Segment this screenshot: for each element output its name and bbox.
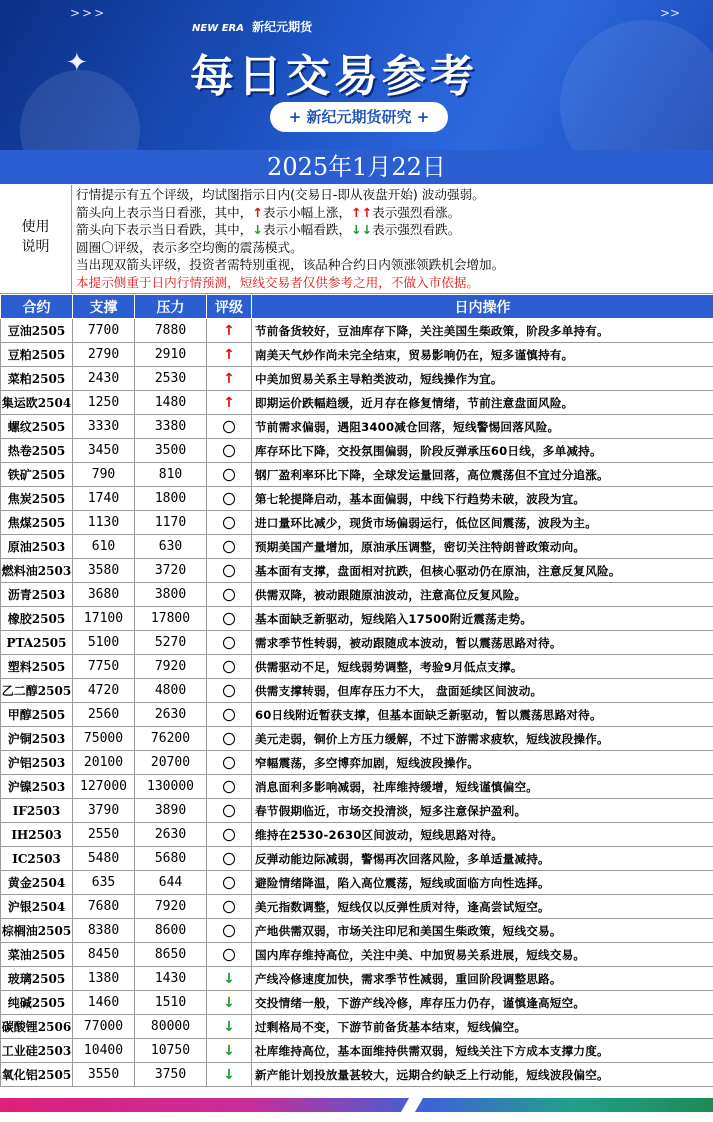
resistance-cell: 7920 [135, 655, 207, 679]
operation-cell: 进口量环比减少，现货市场偏弱运行，低位区间震荡，波段为主。 [252, 511, 713, 535]
rating-cell [207, 751, 252, 775]
rating-cell [207, 871, 252, 895]
support-cell: 7700 [73, 319, 135, 343]
circle-icon: 〇 [222, 661, 236, 676]
circle-icon: 〇 [222, 637, 236, 652]
circle-icon: 〇 [222, 445, 236, 460]
operation-cell: 中美加贸易关系主导粕类波动，短线操作为宜。 [252, 367, 713, 391]
usage-line-4: 圆圈〇评级，表示多空均衡的震荡模式。 [76, 239, 303, 255]
header-banner [0, 0, 713, 150]
rating-cell [207, 631, 252, 655]
usage-line-5: 当出现双箭头评级，投资者需特别重视，该品种合约日内领涨领跌机会增加。 [76, 257, 505, 273]
table-row [1, 943, 713, 967]
contract-cell: IF2503 [1, 799, 73, 823]
support-cell: 610 [73, 535, 135, 559]
logo [192, 18, 312, 35]
support-cell: 2550 [73, 823, 135, 847]
operation-cell: 过剩格局不变，下游节前备货基本结束，短线偏空。 [252, 1015, 713, 1039]
rating-cell [207, 415, 252, 439]
operation-cell: 维持在2530-2630区间波动，短线思路对待。 [252, 823, 713, 847]
resistance-cell: 3720 [135, 559, 207, 583]
circle-icon: 〇 [222, 901, 236, 916]
circle-icon: 〇 [222, 853, 236, 868]
subtitle-badge: + 新纪元期货研究 + [270, 102, 448, 132]
table-row [1, 607, 713, 631]
decor-arrows-icon: >>> [70, 6, 107, 20]
resistance-cell: 130000 [135, 775, 207, 799]
rating-cell [207, 391, 252, 415]
contract-cell: 热卷2505 [1, 439, 73, 463]
resistance-cell: 3890 [135, 799, 207, 823]
resistance-cell: 2630 [135, 823, 207, 847]
resistance-cell: 810 [135, 463, 207, 487]
operation-cell: 钢厂盈利率环比下降，全球发运量回落，高位震荡但不宜过分追涨。 [252, 463, 713, 487]
contract-cell: 菜油2505 [1, 943, 73, 967]
resistance-cell: 8600 [135, 919, 207, 943]
table-row [1, 823, 713, 847]
resistance-cell: 7920 [135, 895, 207, 919]
circle-icon: 〇 [222, 925, 236, 940]
rating-cell [207, 535, 252, 559]
decor-circle [20, 70, 140, 150]
support-cell: 4720 [73, 679, 135, 703]
col-header-contract: 合约 [1, 295, 73, 319]
rating-cell [207, 583, 252, 607]
contract-cell: 豆油2505 [1, 319, 73, 343]
circle-icon: 〇 [222, 517, 236, 532]
support-cell: 2430 [73, 367, 135, 391]
rating-cell [207, 463, 252, 487]
table-row [1, 1063, 713, 1087]
table-row [1, 1039, 713, 1063]
circle-icon: 〇 [222, 949, 236, 964]
contract-cell: 沪铝2503 [1, 751, 73, 775]
table-header-row [1, 295, 713, 319]
col-header-support: 支撑 [73, 295, 135, 319]
circle-icon: 〇 [222, 613, 236, 628]
logo-mark: NEW ERA [192, 23, 244, 34]
support-cell: 8380 [73, 919, 135, 943]
contract-cell: 菜粕2505 [1, 367, 73, 391]
resistance-cell: 1430 [135, 967, 207, 991]
contract-cell: 沪银2504 [1, 895, 73, 919]
rating-cell [207, 511, 252, 535]
table-row [1, 319, 713, 343]
rating-cell [207, 799, 252, 823]
down-arrow-icon: ↓ [223, 1018, 235, 1035]
support-cell: 3330 [73, 415, 135, 439]
operation-cell: 国内库存维持高位，关注中美、中加贸易关系进展，短线交易。 [252, 943, 713, 967]
resistance-cell: 80000 [135, 1015, 207, 1039]
contract-cell: 铁矿2505 [1, 463, 73, 487]
operation-cell: 南美天气炒作尚未完全结束，贸易影响仍在，短多谨慎持有。 [252, 343, 713, 367]
contract-cell: 沪铜2503 [1, 727, 73, 751]
operation-cell: 产地供需双弱，市场关注印尼和美国生柴政策，短线交易。 [252, 919, 713, 943]
resistance-cell: 630 [135, 535, 207, 559]
table-row [1, 991, 713, 1015]
contract-cell: 甲醇2505 [1, 703, 73, 727]
support-cell: 17100 [73, 607, 135, 631]
table-row [1, 751, 713, 775]
operation-cell: 60日线附近暂获支撑，但基本面缺乏新驱动，暂以震荡思路对待。 [252, 703, 713, 727]
resistance-cell: 5680 [135, 847, 207, 871]
contract-cell: 碳酸锂2506 [1, 1015, 73, 1039]
rating-cell [207, 943, 252, 967]
support-cell: 1130 [73, 511, 135, 535]
circle-icon: 〇 [222, 829, 236, 844]
operation-cell: 预期美国产量增加，原油承压调整，密切关注特朗普政策动向。 [252, 535, 713, 559]
rating-cell [207, 895, 252, 919]
rating-cell [207, 919, 252, 943]
operation-cell: 反弹动能边际减弱，警惕再次回落风险，多单适量减持。 [252, 847, 713, 871]
resistance-cell: 5270 [135, 631, 207, 655]
table-row [1, 631, 713, 655]
contract-cell: 豆粕2505 [1, 343, 73, 367]
table-row [1, 727, 713, 751]
up-arrow-icon: ↑ [252, 204, 263, 220]
down-arrow-icon: ↓ [252, 222, 263, 238]
resistance-cell: 20700 [135, 751, 207, 775]
support-cell: 2790 [73, 343, 135, 367]
operation-cell: 需求季节性转弱，被动跟随成本波动，暂以震荡思路对待。 [252, 631, 713, 655]
operation-cell: 基本面有支撑，盘面相对抗跌，但核心驱动仍在原油，注意反复风险。 [252, 559, 713, 583]
support-cell: 3680 [73, 583, 135, 607]
table-row [1, 391, 713, 415]
usage-label: 使用说明 [0, 185, 72, 293]
support-cell: 1460 [73, 991, 135, 1015]
circle-icon: 〇 [222, 541, 236, 556]
resistance-cell: 76200 [135, 727, 207, 751]
operation-cell: 消息面利多影响减弱，社库维持缓增，短线谨慎偏空。 [252, 775, 713, 799]
operation-cell: 库存环比下降，交投氛围偏弱，阶段反弹承压60日线，多单减持。 [252, 439, 713, 463]
resistance-cell: 7880 [135, 319, 207, 343]
circle-icon: 〇 [222, 685, 236, 700]
support-cell: 3790 [73, 799, 135, 823]
operation-cell: 节前备货较好，豆油库存下降，关注美国生柴政策，阶段多单持有。 [252, 319, 713, 343]
trading-table [0, 294, 713, 1087]
table-row [1, 679, 713, 703]
circle-icon: 〇 [222, 469, 236, 484]
circle-icon: 〇 [222, 733, 236, 748]
table-row [1, 439, 713, 463]
support-cell: 3450 [73, 439, 135, 463]
resistance-cell: 2910 [135, 343, 207, 367]
table-row [1, 799, 713, 823]
circle-icon: 〇 [222, 493, 236, 508]
down-arrow-icon: ↓ [223, 970, 235, 987]
up-arrow-icon: ↑ [223, 394, 235, 411]
table-row [1, 1015, 713, 1039]
contract-cell: 沥青2503 [1, 583, 73, 607]
table-row [1, 775, 713, 799]
support-cell: 20100 [73, 751, 135, 775]
double-up-arrow-icon: ↑↑ [351, 204, 373, 220]
table-row [1, 583, 713, 607]
table-row [1, 919, 713, 943]
decor-circle [560, 20, 713, 150]
table-row [1, 871, 713, 895]
support-cell: 10400 [73, 1039, 135, 1063]
contract-cell: 棕榈油2505 [1, 919, 73, 943]
operation-cell: 供需驱动不足，短线弱势调整，考验9月低点支撑。 [252, 655, 713, 679]
operation-cell: 产线冷修速度加快，需求季节性减弱，重回阶段调整思路。 [252, 967, 713, 991]
rating-cell [207, 991, 252, 1015]
table-row [1, 343, 713, 367]
contract-cell: 焦煤2505 [1, 511, 73, 535]
resistance-cell: 3750 [135, 1063, 207, 1087]
resistance-cell: 644 [135, 871, 207, 895]
usage-line-2: 箭头向上表示当日看涨，其中，↑表示小幅上涨，↑↑表示强烈看涨。 [76, 204, 461, 220]
table-row [1, 367, 713, 391]
contract-cell: 集运欧2504 [1, 391, 73, 415]
operation-cell: 社库维持高位，基本面维持供需双弱，短线关注下方成本支撑力度。 [252, 1039, 713, 1063]
resistance-cell: 17800 [135, 607, 207, 631]
support-cell: 3580 [73, 559, 135, 583]
resistance-cell: 1510 [135, 991, 207, 1015]
contract-cell: 塑料2505 [1, 655, 73, 679]
support-cell: 127000 [73, 775, 135, 799]
rating-cell [207, 1039, 252, 1063]
circle-icon: 〇 [222, 877, 236, 892]
resistance-cell: 3500 [135, 439, 207, 463]
operation-cell: 即期运价跌幅趋缓，近月存在修复情绪，节前注意盘面风险。 [252, 391, 713, 415]
rating-cell [207, 487, 252, 511]
resistance-cell: 2630 [135, 703, 207, 727]
table-row [1, 703, 713, 727]
table-row [1, 895, 713, 919]
down-arrow-icon: ↓ [223, 1066, 235, 1083]
operation-cell: 基本面缺乏新驱动，短线陷入17500附近震荡走势。 [252, 607, 713, 631]
contract-cell: 工业硅2503 [1, 1039, 73, 1063]
contract-cell: 氧化铝2505 [1, 1063, 73, 1087]
operation-cell: 供需双降，被动跟随原油波动，注意高位反复风险。 [252, 583, 713, 607]
page-title: 每日交易参考 [190, 51, 478, 102]
support-cell: 1380 [73, 967, 135, 991]
usage-line-3: 箭头向下表示当日看跌，其中，↓表示小幅看跌，↓↓表示强烈看跌。 [76, 222, 461, 238]
support-cell: 790 [73, 463, 135, 487]
circle-icon: 〇 [222, 781, 236, 796]
rating-cell [207, 679, 252, 703]
rating-cell [207, 655, 252, 679]
contract-cell: IC2503 [1, 847, 73, 871]
col-header-operation: 日内操作 [252, 295, 713, 319]
contract-cell: 原油2503 [1, 535, 73, 559]
rating-cell [207, 1015, 252, 1039]
support-cell: 2560 [73, 703, 135, 727]
rating-cell [207, 967, 252, 991]
operation-cell: 节前需求偏弱，遇阻3400减仓回落，短线警惕回落风险。 [252, 415, 713, 439]
support-cell: 7750 [73, 655, 135, 679]
support-cell: 5480 [73, 847, 135, 871]
rating-cell [207, 727, 252, 751]
operation-cell: 新产能计划投放量甚较大，远期合约缺乏上行动能，短线波段偏空。 [252, 1063, 713, 1087]
table-row [1, 511, 713, 535]
circle-icon: 〇 [222, 589, 236, 604]
rating-cell [207, 343, 252, 367]
support-cell: 75000 [73, 727, 135, 751]
operation-cell: 交投情绪一般，下游产线冷修，库存压力仍存，谨慎逢高短空。 [252, 991, 713, 1015]
rating-cell [207, 1063, 252, 1087]
table-row [1, 535, 713, 559]
up-arrow-icon: ↑ [223, 346, 235, 363]
rating-cell [207, 703, 252, 727]
table-row [1, 967, 713, 991]
rating-cell [207, 775, 252, 799]
sparkle-icon: ✦ [66, 48, 88, 78]
table-row [1, 415, 713, 439]
circle-icon: 〇 [222, 421, 236, 436]
rating-cell [207, 559, 252, 583]
col-header-rating: 评级 [207, 295, 252, 319]
footer-stripe [0, 1098, 713, 1112]
circle-icon: 〇 [222, 565, 236, 580]
support-cell: 1250 [73, 391, 135, 415]
support-cell: 635 [73, 871, 135, 895]
contract-cell: IH2503 [1, 823, 73, 847]
usage-lines [76, 186, 710, 292]
contract-cell: PTA2505 [1, 631, 73, 655]
contract-cell: 焦炭2505 [1, 487, 73, 511]
resistance-cell: 4800 [135, 679, 207, 703]
rating-cell [207, 847, 252, 871]
contract-cell: 橡胶2505 [1, 607, 73, 631]
usage-disclaimer: 本提示侧重于日内行情预测，短线交易者仅供参考之用，不做入市依据。 [76, 274, 479, 290]
support-cell: 8450 [73, 943, 135, 967]
logo-text: 新纪元期货 [252, 20, 313, 34]
up-arrow-icon: ↑ [223, 322, 235, 339]
circle-icon: 〇 [222, 757, 236, 772]
operation-cell: 窄幅震荡，多空博弈加剧，短线波段操作。 [252, 751, 713, 775]
contract-cell: 沪镍2503 [1, 775, 73, 799]
col-header-resistance: 压力 [135, 295, 207, 319]
support-cell: 3550 [73, 1063, 135, 1087]
operation-cell: 美元指数调整，短线仅以反弹性质对待，逢高尝试短空。 [252, 895, 713, 919]
usage-notes [0, 185, 713, 294]
operation-cell: 供需支撑转弱，但库存压力不大， 盘面延续区间波动。 [252, 679, 713, 703]
resistance-cell: 3380 [135, 415, 207, 439]
table-row [1, 487, 713, 511]
resistance-cell: 1170 [135, 511, 207, 535]
rating-cell [207, 319, 252, 343]
resistance-cell: 10750 [135, 1039, 207, 1063]
circle-icon: 〇 [222, 805, 236, 820]
table-row [1, 463, 713, 487]
contract-cell: 纯碱2505 [1, 991, 73, 1015]
operation-cell: 春节假期临近，市场交投清淡，短多注意保护盈利。 [252, 799, 713, 823]
support-cell: 77000 [73, 1015, 135, 1039]
rating-cell [207, 367, 252, 391]
support-cell: 5100 [73, 631, 135, 655]
up-arrow-icon: ↑ [223, 370, 235, 387]
double-down-arrow-icon: ↓↓ [351, 222, 373, 238]
table-row [1, 655, 713, 679]
down-arrow-icon: ↓ [223, 994, 235, 1011]
operation-cell: 避险情绪降温，陷入高位震荡，短线或面临方向性选择。 [252, 871, 713, 895]
rating-cell [207, 439, 252, 463]
circle-icon: 〇 [222, 709, 236, 724]
support-cell: 7680 [73, 895, 135, 919]
resistance-cell: 8650 [135, 943, 207, 967]
report-date: 2025年1月22日 [0, 150, 713, 184]
operation-cell: 美元走弱，铜价上方压力缓解，不过下游需求疲软，短线波段操作。 [252, 727, 713, 751]
contract-cell: 乙二醇2505 [1, 679, 73, 703]
contract-cell: 燃料油2503 [1, 559, 73, 583]
contract-cell: 螺纹2505 [1, 415, 73, 439]
down-arrow-icon: ↓ [223, 1042, 235, 1059]
table-row [1, 559, 713, 583]
usage-line-1: 行情提示有五个评级，均试图指示日内(交易日-即从夜盘开始) 波动强弱。 [76, 187, 485, 202]
table-row [1, 847, 713, 871]
operation-cell: 第七轮提降启动，基本面偏弱，中线下行趋势未破，波段为宜。 [252, 487, 713, 511]
resistance-cell: 3800 [135, 583, 207, 607]
decor-arrows-icon: >> [660, 6, 681, 20]
resistance-cell: 1800 [135, 487, 207, 511]
resistance-cell: 1480 [135, 391, 207, 415]
contract-cell: 黄金2504 [1, 871, 73, 895]
contract-cell: 玻璃2505 [1, 967, 73, 991]
resistance-cell: 2530 [135, 367, 207, 391]
support-cell: 1740 [73, 487, 135, 511]
rating-cell [207, 823, 252, 847]
rating-cell [207, 607, 252, 631]
